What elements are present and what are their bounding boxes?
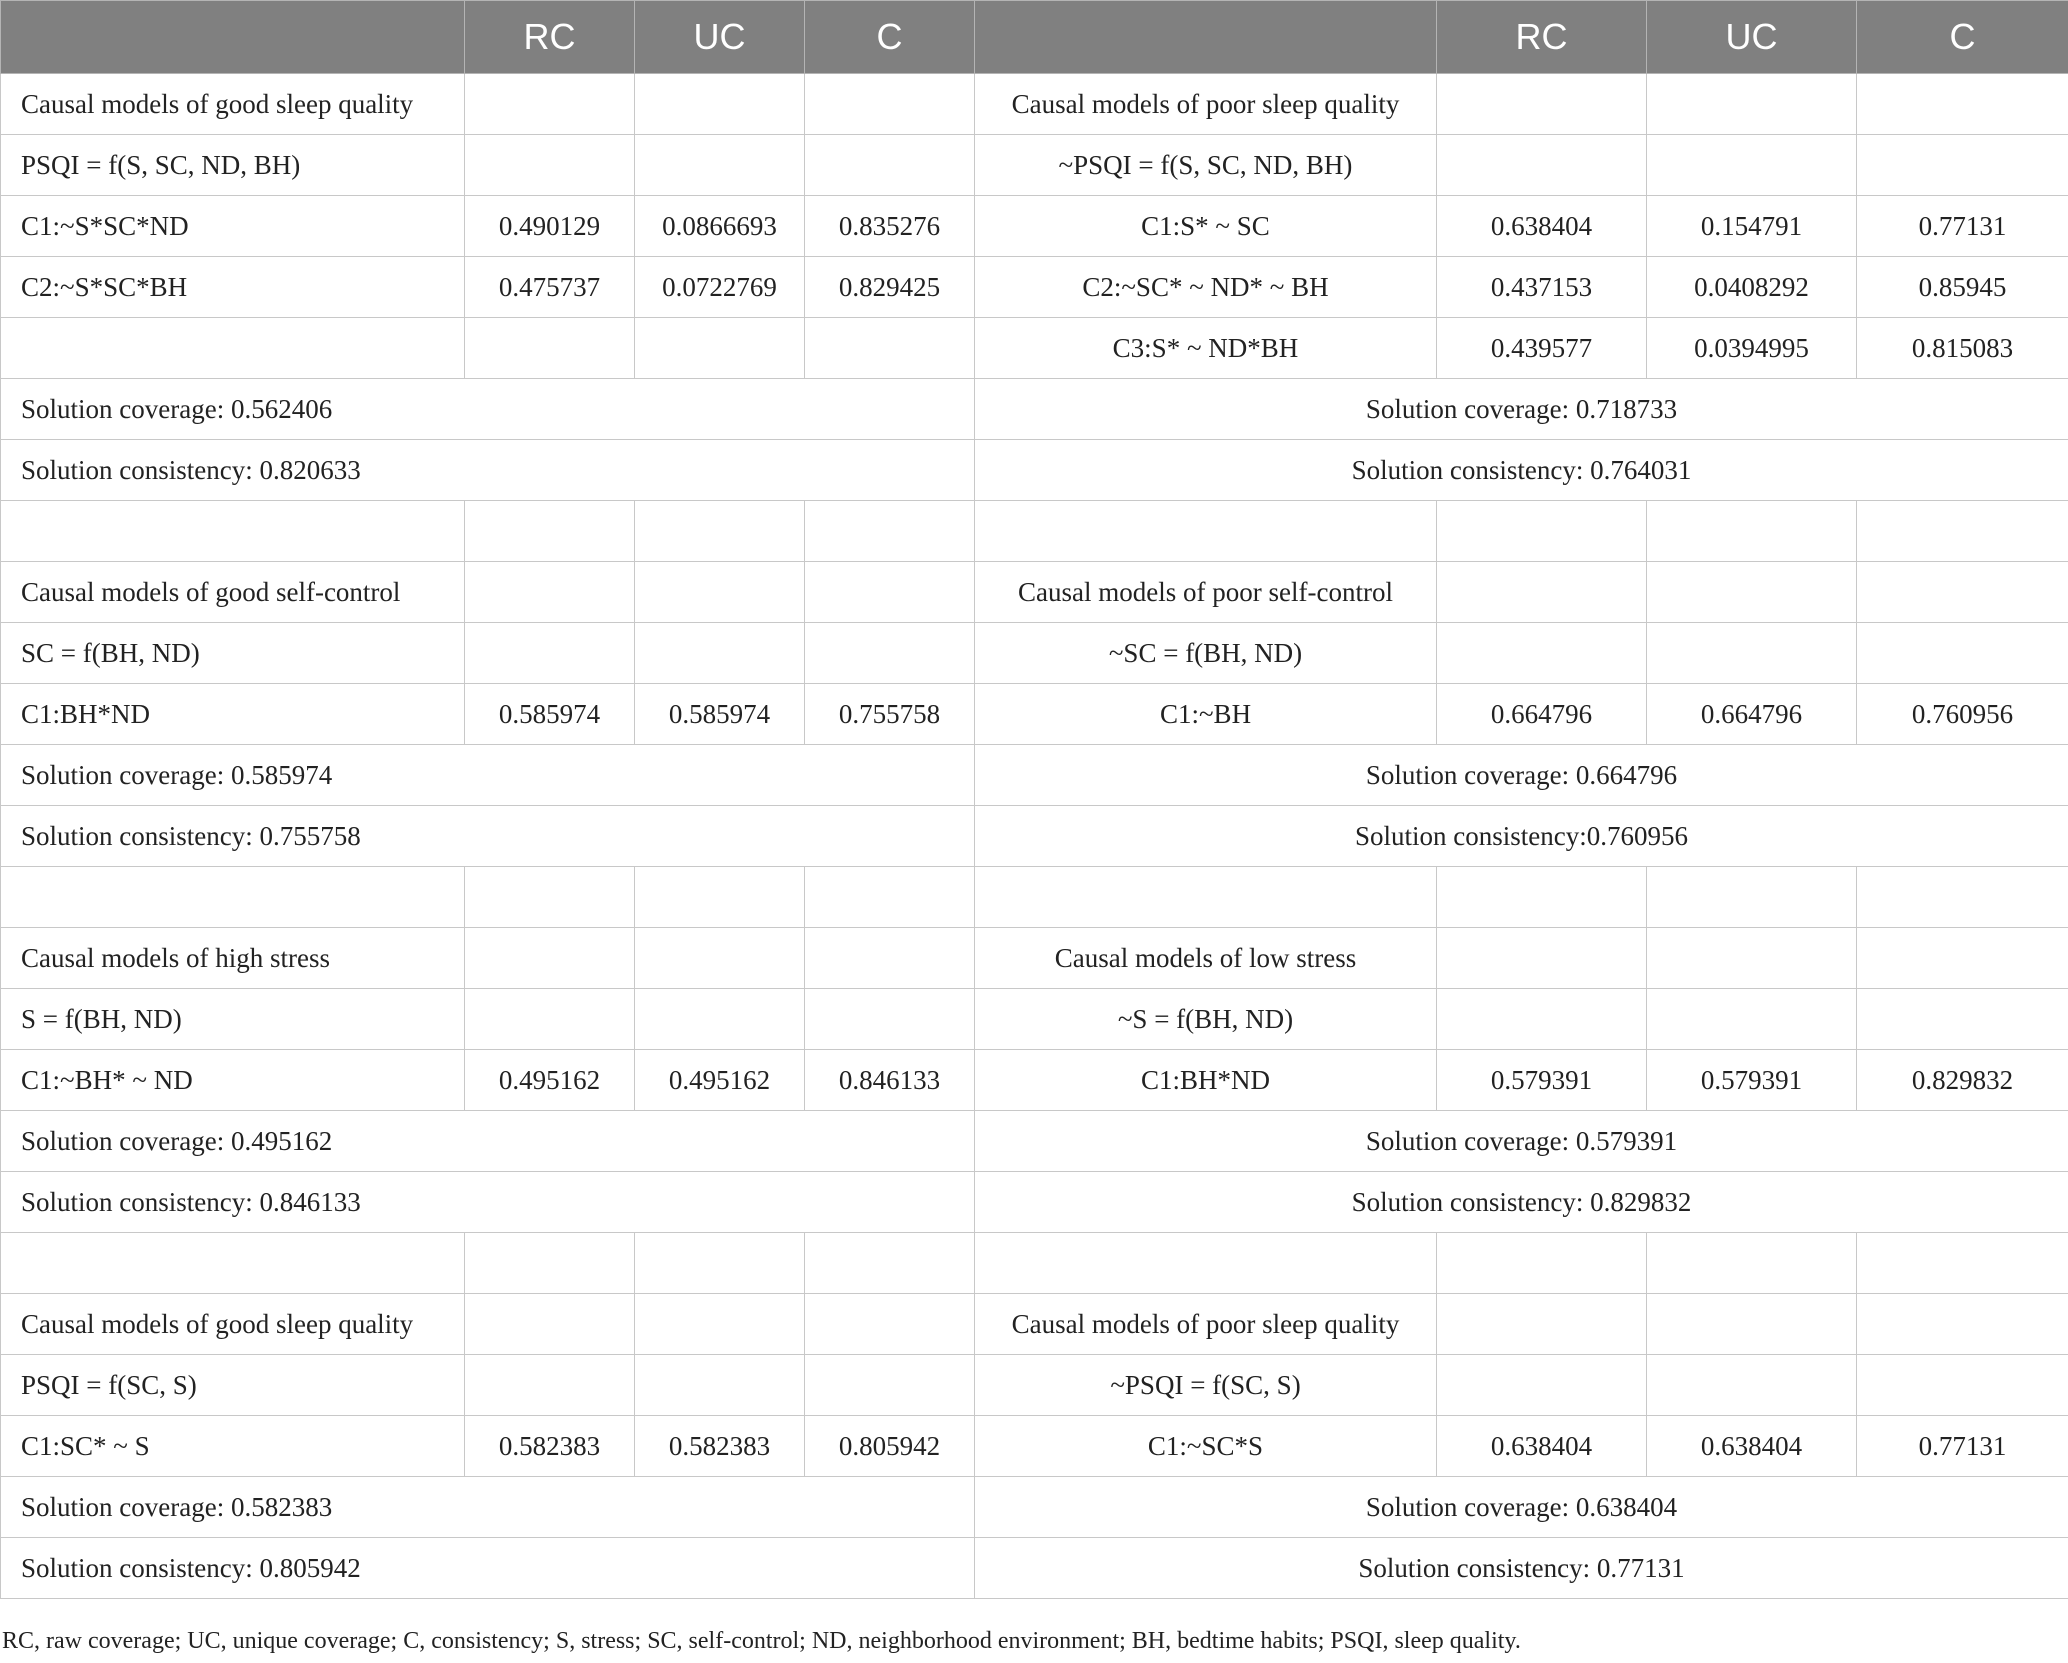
table-row xyxy=(1,1355,2068,1416)
header-cell-uc-left: UC xyxy=(635,1,805,74)
uc-cell-right: 0.638404 xyxy=(1647,1416,1857,1477)
rc-cell-left xyxy=(465,501,635,562)
model-cell-right xyxy=(975,1233,1437,1294)
rc-cell-left xyxy=(465,1294,635,1355)
uc-cell-left xyxy=(635,562,805,623)
model-cell-left: Causal models of high stress xyxy=(1,928,465,989)
rc-cell-left: 0.585974 xyxy=(465,684,635,745)
rc-cell-left xyxy=(465,867,635,928)
c-cell-right xyxy=(1857,1355,2068,1416)
solution-row xyxy=(1,379,2068,440)
rc-cell-left xyxy=(465,1233,635,1294)
rc-cell-right: 0.579391 xyxy=(1437,1050,1647,1111)
c-cell-left xyxy=(805,74,975,135)
model-cell-right: Causal models of low stress xyxy=(975,928,1437,989)
rc-cell-left: 0.495162 xyxy=(465,1050,635,1111)
header-cell-c-right: C xyxy=(1857,1,2068,74)
c-cell-right xyxy=(1857,135,2068,196)
header-cell-rc-left: RC xyxy=(465,1,635,74)
solution-row xyxy=(1,1172,2068,1233)
table-row xyxy=(1,74,2068,135)
c-cell-left xyxy=(805,1355,975,1416)
c-cell-right xyxy=(1857,623,2068,684)
uc-cell-right: 0.0408292 xyxy=(1647,257,1857,318)
header-cell-c-left: C xyxy=(805,1,975,74)
model-cell-left: PSQI = f(SC, S) xyxy=(1,1355,465,1416)
model-cell-left: S = f(BH, ND) xyxy=(1,989,465,1050)
uc-cell-right xyxy=(1647,867,1857,928)
c-cell-right: 0.77131 xyxy=(1857,196,2068,257)
model-cell-right: C1:~SC*S xyxy=(975,1416,1437,1477)
rc-cell-right xyxy=(1437,501,1647,562)
uc-cell-right xyxy=(1647,928,1857,989)
solution-cell-left: Solution coverage: 0.562406 xyxy=(1,379,975,440)
c-cell-right: 0.77131 xyxy=(1857,1416,2068,1477)
uc-cell-right xyxy=(1647,623,1857,684)
solution-cell-left: Solution coverage: 0.582383 xyxy=(1,1477,975,1538)
c-cell-left xyxy=(805,928,975,989)
rc-cell-left: 0.475737 xyxy=(465,257,635,318)
table-row xyxy=(1,928,2068,989)
uc-cell-left xyxy=(635,1294,805,1355)
solution-cell-right: Solution consistency:0.760956 xyxy=(975,806,2068,867)
solution-cell-left: Solution consistency: 0.820633 xyxy=(1,440,975,501)
rc-cell-left xyxy=(465,562,635,623)
uc-cell-right xyxy=(1647,1355,1857,1416)
model-cell-left: C2:~S*SC*BH xyxy=(1,257,465,318)
c-cell-left xyxy=(805,867,975,928)
rc-cell-right xyxy=(1437,74,1647,135)
rc-cell-right xyxy=(1437,1294,1647,1355)
header-cell-uc-right: UC xyxy=(1647,1,1857,74)
c-cell-left: 0.846133 xyxy=(805,1050,975,1111)
uc-cell-left xyxy=(635,928,805,989)
rc-cell-right xyxy=(1437,1355,1647,1416)
solution-cell-left: Solution consistency: 0.805942 xyxy=(1,1538,975,1599)
table-row xyxy=(1,562,2068,623)
solution-cell-right: Solution consistency: 0.77131 xyxy=(975,1538,2068,1599)
rc-cell-left xyxy=(465,928,635,989)
solution-cell-right: Solution consistency: 0.764031 xyxy=(975,440,2068,501)
table-row xyxy=(1,318,2068,379)
c-cell-right xyxy=(1857,928,2068,989)
c-cell-right xyxy=(1857,74,2068,135)
model-cell-right: C2:~SC* ~ ND* ~ BH xyxy=(975,257,1437,318)
rc-cell-right: 0.638404 xyxy=(1437,1416,1647,1477)
c-cell-right xyxy=(1857,562,2068,623)
solution-cell-left: Solution coverage: 0.585974 xyxy=(1,745,975,806)
header-cell-rc-right: RC xyxy=(1437,1,1647,74)
rc-cell-right xyxy=(1437,928,1647,989)
c-cell-right xyxy=(1857,1233,2068,1294)
uc-cell-left xyxy=(635,867,805,928)
model-cell-right: Causal models of poor self-control xyxy=(975,562,1437,623)
model-cell-left: C1:BH*ND xyxy=(1,684,465,745)
c-cell-right: 0.760956 xyxy=(1857,684,2068,745)
rc-cell-left xyxy=(465,1355,635,1416)
rc-cell-left xyxy=(465,989,635,1050)
model-cell-left: PSQI = f(S, SC, ND, BH) xyxy=(1,135,465,196)
model-cell-left: C1:~BH* ~ ND xyxy=(1,1050,465,1111)
solution-row xyxy=(1,440,2068,501)
rc-cell-left xyxy=(465,74,635,135)
c-cell-right xyxy=(1857,501,2068,562)
solution-cell-left: Solution consistency: 0.846133 xyxy=(1,1172,975,1233)
rc-cell-right xyxy=(1437,623,1647,684)
solution-cell-right: Solution coverage: 0.664796 xyxy=(975,745,2068,806)
model-cell-left xyxy=(1,501,465,562)
model-cell-right: C1:BH*ND xyxy=(975,1050,1437,1111)
model-cell-right: Causal models of poor sleep quality xyxy=(975,1294,1437,1355)
c-cell-left xyxy=(805,318,975,379)
table-header xyxy=(1,1,2068,74)
solution-row xyxy=(1,1477,2068,1538)
rc-cell-right xyxy=(1437,1233,1647,1294)
table-body xyxy=(1,74,2068,1599)
solution-row xyxy=(1,806,2068,867)
uc-cell-right xyxy=(1647,562,1857,623)
solution-row xyxy=(1,1111,2068,1172)
table-row xyxy=(1,867,2068,928)
rc-cell-right xyxy=(1437,562,1647,623)
table-row xyxy=(1,501,2068,562)
solution-cell-left: Solution coverage: 0.495162 xyxy=(1,1111,975,1172)
uc-cell-right: 0.664796 xyxy=(1647,684,1857,745)
c-cell-left xyxy=(805,989,975,1050)
uc-cell-right xyxy=(1647,1294,1857,1355)
rc-cell-left xyxy=(465,135,635,196)
rc-cell-right: 0.437153 xyxy=(1437,257,1647,318)
uc-cell-left: 0.495162 xyxy=(635,1050,805,1111)
c-cell-left: 0.755758 xyxy=(805,684,975,745)
table-row xyxy=(1,196,2068,257)
uc-cell-right xyxy=(1647,501,1857,562)
c-cell-left xyxy=(805,501,975,562)
c-cell-left: 0.829425 xyxy=(805,257,975,318)
table-row xyxy=(1,1416,2068,1477)
model-cell-left: C1:~S*SC*ND xyxy=(1,196,465,257)
c-cell-right xyxy=(1857,867,2068,928)
uc-cell-left: 0.582383 xyxy=(635,1416,805,1477)
model-cell-left: Causal models of good sleep quality xyxy=(1,1294,465,1355)
model-cell-left: C1:SC* ~ S xyxy=(1,1416,465,1477)
table-row xyxy=(1,989,2068,1050)
c-cell-left xyxy=(805,562,975,623)
solution-cell-left: Solution consistency: 0.755758 xyxy=(1,806,975,867)
model-cell-right: ~SC = f(BH, ND) xyxy=(975,623,1437,684)
model-cell-right: ~S = f(BH, ND) xyxy=(975,989,1437,1050)
uc-cell-right xyxy=(1647,1233,1857,1294)
table-row xyxy=(1,623,2068,684)
uc-cell-right: 0.579391 xyxy=(1647,1050,1857,1111)
uc-cell-right: 0.0394995 xyxy=(1647,318,1857,379)
model-cell-right: C1:S* ~ SC xyxy=(975,196,1437,257)
c-cell-right: 0.815083 xyxy=(1857,318,2068,379)
table-row xyxy=(1,684,2068,745)
model-cell-right xyxy=(975,501,1437,562)
model-cell-right: ~PSQI = f(S, SC, ND, BH) xyxy=(975,135,1437,196)
c-cell-left xyxy=(805,623,975,684)
table-footnote: RC, raw coverage; UC, unique coverage; C, consistency; S, stress; SC, self-control; ND, neighborhood environment; BH, bedtime habits; PSQI, sleep quality. xyxy=(2,1628,1521,1654)
uc-cell-left xyxy=(635,1233,805,1294)
rc-cell-right: 0.439577 xyxy=(1437,318,1647,379)
model-cell-left xyxy=(1,1233,465,1294)
solution-cell-right: Solution consistency: 0.829832 xyxy=(975,1172,2068,1233)
c-cell-left: 0.835276 xyxy=(805,196,975,257)
solution-row xyxy=(1,745,2068,806)
uc-cell-left xyxy=(635,318,805,379)
c-cell-left xyxy=(805,1294,975,1355)
model-cell-right: ~PSQI = f(SC, S) xyxy=(975,1355,1437,1416)
rc-cell-right xyxy=(1437,135,1647,196)
header-cell-blank-left xyxy=(1,1,465,74)
model-cell-left xyxy=(1,318,465,379)
uc-cell-left: 0.585974 xyxy=(635,684,805,745)
model-cell-right: C3:S* ~ ND*BH xyxy=(975,318,1437,379)
model-cell-left: Causal models of good sleep quality xyxy=(1,74,465,135)
model-cell-right xyxy=(975,867,1437,928)
rc-cell-right xyxy=(1437,989,1647,1050)
c-cell-left xyxy=(805,1233,975,1294)
solution-cell-right: Solution coverage: 0.579391 xyxy=(975,1111,2068,1172)
model-cell-right: Causal models of poor sleep quality xyxy=(975,74,1437,135)
uc-cell-left xyxy=(635,1355,805,1416)
model-cell-left: SC = f(BH, ND) xyxy=(1,623,465,684)
rc-cell-right: 0.638404 xyxy=(1437,196,1647,257)
c-cell-right xyxy=(1857,1294,2068,1355)
uc-cell-right xyxy=(1647,74,1857,135)
rc-cell-left xyxy=(465,623,635,684)
uc-cell-right xyxy=(1647,989,1857,1050)
header-cell-blank-right xyxy=(975,1,1437,74)
uc-cell-left xyxy=(635,623,805,684)
model-cell-left: Causal models of good self-control xyxy=(1,562,465,623)
table-row xyxy=(1,1050,2068,1111)
rc-cell-left: 0.490129 xyxy=(465,196,635,257)
solution-cell-right: Solution coverage: 0.718733 xyxy=(975,379,2068,440)
uc-cell-right: 0.154791 xyxy=(1647,196,1857,257)
uc-cell-left: 0.0722769 xyxy=(635,257,805,318)
table-row xyxy=(1,135,2068,196)
solution-cell-right: Solution coverage: 0.638404 xyxy=(975,1477,2068,1538)
uc-cell-left xyxy=(635,135,805,196)
solution-row xyxy=(1,1538,2068,1599)
header-row xyxy=(1,1,2068,74)
c-cell-right: 0.85945 xyxy=(1857,257,2068,318)
rc-cell-left xyxy=(465,318,635,379)
table-row xyxy=(1,1294,2068,1355)
rc-cell-right xyxy=(1437,867,1647,928)
table-row xyxy=(1,257,2068,318)
model-cell-right: C1:~BH xyxy=(975,684,1437,745)
model-cell-left xyxy=(1,867,465,928)
uc-cell-left xyxy=(635,989,805,1050)
rc-cell-left: 0.582383 xyxy=(465,1416,635,1477)
uc-cell-left xyxy=(635,501,805,562)
uc-cell-right xyxy=(1647,135,1857,196)
uc-cell-left: 0.0866693 xyxy=(635,196,805,257)
c-cell-right xyxy=(1857,989,2068,1050)
uc-cell-left xyxy=(635,74,805,135)
table-row xyxy=(1,1233,2068,1294)
c-cell-left: 0.805942 xyxy=(805,1416,975,1477)
rc-cell-right: 0.664796 xyxy=(1437,684,1647,745)
c-cell-right: 0.829832 xyxy=(1857,1050,2068,1111)
c-cell-left xyxy=(805,135,975,196)
